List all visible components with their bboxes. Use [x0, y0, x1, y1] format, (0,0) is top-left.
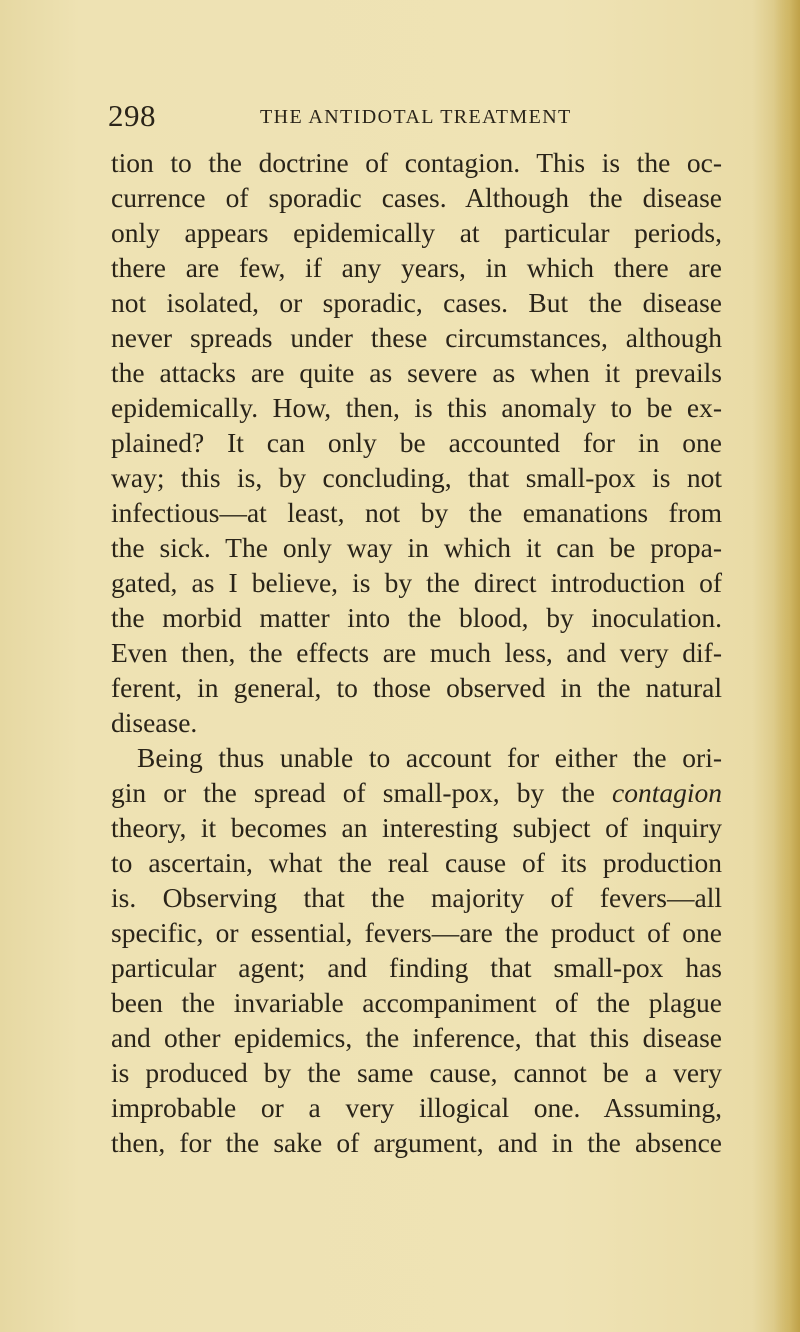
text-line: disease.	[111, 707, 198, 738]
text-line: the morbid matter into the blood, by inoculation.	[111, 602, 722, 633]
text-segment: gin or the spread of small-pox, by the	[111, 777, 612, 808]
text-line: gated, as I believe, is by the direct introduction of	[111, 567, 722, 598]
italic-word: contagion	[612, 777, 722, 808]
text-line: plained? It can only be accounted for in one	[111, 427, 722, 458]
text-line: tion to the doctrine of contagion. This is the oc-	[111, 147, 722, 178]
text-line: theory, it becomes an interesting subject of inquiry	[111, 812, 722, 843]
text-line: particular agent; and finding that small-pox has	[111, 952, 722, 983]
text-line: is. Observing that the majority of fevers—all	[111, 882, 722, 913]
text-line: specific, or essential, fevers—are the product of one	[111, 917, 722, 948]
page-edge-shadow	[774, 0, 800, 1332]
text-line: currence of sporadic cases. Although the disease	[111, 182, 722, 213]
page-number: 298	[108, 98, 156, 133]
text-line: the sick. The only way in which it can be propa-	[111, 532, 722, 563]
text-line: then, for the sake of argument, and in the absence	[111, 1127, 722, 1158]
text-line: way; this is, by concluding, that small-pox is not	[111, 462, 722, 493]
text-line: not isolated, or sporadic, cases. But the disease	[111, 287, 722, 318]
page-header	[108, 96, 708, 140]
text-line: Being thus unable to account for either the ori-	[137, 742, 722, 773]
text-line: is produced by the same cause, cannot be a very	[111, 1057, 722, 1088]
text-line: Even then, the effects are much less, and very dif-	[111, 637, 722, 668]
text-line: ferent, in general, to those observed in the natural	[111, 672, 722, 703]
text-line: there are few, if any years, in which there are	[111, 252, 722, 283]
text-line: infectious—at least, not by the emanations from	[111, 497, 722, 528]
text-line: improbable or a very illogical one. Assuming,	[111, 1092, 722, 1123]
running-head: THE ANTIDOTAL TREATMENT	[260, 106, 572, 128]
text-line: to ascertain, what the real cause of its production	[111, 847, 722, 878]
text-line: epidemically. How, then, is this anomaly to be ex-	[111, 392, 722, 423]
body-text	[111, 145, 722, 1160]
text-line: the attacks are quite as severe as when it prevails	[111, 357, 722, 388]
text-line: and other epidemics, the inference, that this disease	[111, 1022, 722, 1053]
text-line: only appears epidemically at particular periods,	[111, 217, 722, 248]
text-line: been the invariable accompaniment of the plague	[111, 987, 722, 1018]
text-line-with-italic	[111, 775, 722, 810]
text-line: never spreads under these circumstances, although	[111, 322, 722, 353]
